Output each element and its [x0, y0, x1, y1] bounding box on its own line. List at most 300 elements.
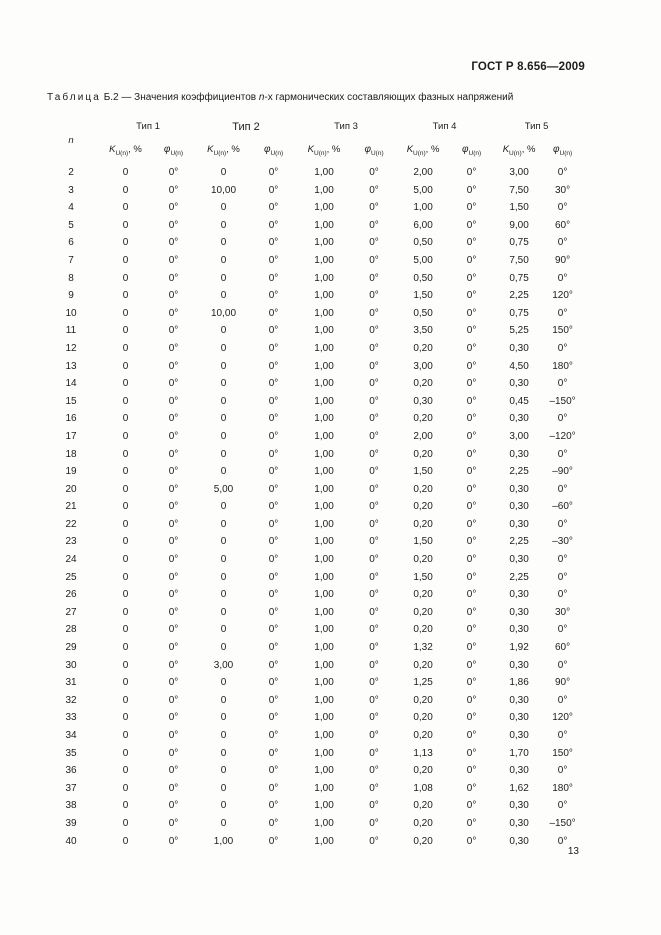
- type1-k-cell: 0: [122, 536, 129, 548]
- table-row: [42, 322, 580, 340]
- type2-k-cell: 0: [220, 677, 227, 689]
- type5-phi-cell: 0°: [557, 765, 568, 777]
- type3-phi-cell: 0°: [369, 518, 379, 530]
- type4-phi-cell: 0°: [466, 624, 477, 636]
- type3-k-cell: 1,00: [314, 448, 334, 460]
- type4-phi-cell: 0°: [466, 800, 477, 812]
- type5-k-cell: 0,30: [509, 483, 529, 495]
- type4-phi-cell: 0°: [466, 536, 477, 548]
- type2-phi-cell: 0°: [268, 606, 279, 618]
- type-1-header: Тип 1: [136, 121, 160, 132]
- type2-phi-cell: 0°: [268, 307, 279, 319]
- type3-k-cell: 1,00: [314, 765, 334, 777]
- type5-phi-cell: 0°: [557, 624, 568, 636]
- type2-phi-cell: 0°: [268, 254, 279, 266]
- k-coefficient-header: [196, 136, 251, 164]
- type3-k-cell: 1,00: [314, 712, 334, 724]
- type2-k-cell: 0: [220, 448, 227, 460]
- harmonic-number-cell: 6: [68, 237, 74, 249]
- type4-k-cell: 0,20: [413, 712, 433, 724]
- type2-k-cell: 0: [220, 342, 227, 354]
- type3-phi-cell: 0°: [369, 167, 379, 178]
- type1-k-cell: 0: [122, 202, 129, 214]
- type3-k-cell: 1,00: [314, 413, 334, 425]
- type5-phi-cell: 0°: [557, 694, 568, 706]
- type2-k-cell: 0: [220, 571, 227, 583]
- type4-k-cell: 0,20: [413, 378, 433, 390]
- type5-phi-cell: –120°: [549, 430, 576, 442]
- type2-k-cell: 3,00: [213, 659, 234, 671]
- type3-k-cell: 1,00: [314, 237, 334, 249]
- harmonic-number-cell: 16: [65, 413, 77, 425]
- type5-k-cell: 0,30: [509, 765, 529, 777]
- type4-k-cell: 0,20: [413, 624, 433, 636]
- type5-k-cell: 0,30: [509, 694, 529, 706]
- harmonic-number-cell: 22: [65, 518, 77, 530]
- type5-phi-cell: 0°: [557, 800, 568, 812]
- table-row: [42, 745, 580, 763]
- type2-k-cell: 0: [220, 167, 227, 178]
- harmonic-number-cell: 11: [65, 325, 77, 337]
- type4-phi-cell: 0°: [466, 712, 477, 724]
- type2-phi-cell: 0°: [268, 325, 279, 337]
- type1-k-cell: 0: [122, 448, 129, 460]
- harmonic-number-cell: 34: [65, 730, 77, 741]
- table-row: [42, 446, 580, 464]
- table-row: [42, 252, 580, 270]
- harmonic-number-cell: 27: [65, 606, 77, 618]
- type1-k-cell: 0: [122, 747, 129, 759]
- type3-phi-cell: 0°: [369, 730, 379, 741]
- type2-k-cell: 5,00: [213, 483, 234, 495]
- type5-k-cell: 3,00: [509, 430, 529, 442]
- harmonic-number-cell: 3: [68, 184, 74, 196]
- type3-phi-cell: 0°: [369, 677, 379, 689]
- type4-k-cell: 0,20: [413, 501, 433, 513]
- type1-k-cell: 0: [122, 589, 129, 601]
- type3-phi-cell: 0°: [369, 395, 379, 407]
- type1-phi-cell: 0°: [168, 501, 179, 513]
- table-row: [42, 270, 580, 288]
- type2-k-cell: 0: [220, 501, 227, 513]
- type3-phi-cell: 0°: [369, 589, 379, 601]
- type5-k-cell: 0,30: [509, 448, 529, 460]
- type4-k-cell: 0,50: [413, 237, 433, 249]
- type3-k-cell: 1,00: [314, 817, 334, 829]
- type1-phi-cell: 0°: [168, 677, 179, 689]
- type3-k-cell: 1,00: [314, 202, 334, 214]
- type2-phi-cell: 0°: [268, 378, 279, 390]
- type1-k-cell: 0: [122, 782, 129, 794]
- type-2-header: Тип 2: [232, 120, 260, 133]
- type2-phi-cell: 0°: [268, 501, 279, 513]
- type4-k-cell: 2,00: [413, 430, 433, 442]
- type4-phi-cell: 0°: [466, 202, 477, 214]
- type3-phi-cell: 0°: [369, 554, 379, 566]
- type3-k-cell: 1,00: [314, 430, 334, 442]
- type1-k-cell: 0: [122, 483, 129, 495]
- phase-angle-header: [352, 136, 396, 164]
- type5-k-cell: 5,25: [509, 325, 529, 337]
- table-row: [42, 340, 580, 358]
- phi-subscript: U(n): [370, 149, 384, 157]
- type2-phi-cell: 0°: [268, 342, 279, 354]
- type3-phi-cell: 0°: [369, 466, 379, 478]
- type3-k-cell: 1,00: [314, 606, 334, 618]
- type2-phi-cell: 0°: [268, 237, 279, 249]
- type1-phi-cell: 0°: [168, 817, 179, 829]
- type3-k-cell: 1,00: [314, 694, 334, 706]
- type5-phi-cell: 60°: [555, 219, 571, 231]
- type3-phi-cell: 0°: [369, 501, 379, 513]
- type5-phi-cell: 0°: [557, 518, 568, 530]
- type5-k-cell: 0,75: [509, 272, 529, 284]
- harmonic-number-cell: 17: [65, 430, 77, 442]
- type1-phi-cell: 0°: [168, 378, 179, 390]
- type5-k-cell: 0,30: [509, 518, 529, 530]
- type4-k-cell: 1,50: [413, 571, 433, 583]
- type1-k-cell: 0: [122, 290, 129, 302]
- type5-k-cell: 0,30: [509, 835, 529, 847]
- type1-k-cell: 0: [122, 395, 129, 407]
- type3-phi-cell: 0°: [369, 413, 379, 425]
- type3-phi-cell: 0°: [369, 571, 379, 583]
- harmonic-number-cell: 35: [65, 747, 77, 759]
- type4-k-cell: 1,00: [413, 202, 433, 214]
- type5-k-cell: 0,30: [509, 554, 529, 566]
- k-symbol: K: [406, 143, 414, 155]
- k-subscript: U(n): [213, 149, 227, 157]
- table-row: [42, 657, 580, 675]
- type1-phi-cell: 0°: [168, 307, 179, 319]
- table-row: [42, 428, 580, 446]
- type4-phi-cell: 0°: [466, 554, 477, 566]
- type1-phi-cell: 0°: [168, 167, 179, 178]
- type1-k-cell: 0: [122, 466, 129, 478]
- table-row: [42, 569, 580, 587]
- phi-subscript: U(n): [270, 149, 284, 157]
- type4-k-cell: 0,20: [413, 342, 433, 354]
- type4-phi-cell: 0°: [466, 237, 477, 249]
- type4-phi-cell: 0°: [466, 430, 477, 442]
- type5-phi-cell: 0°: [557, 202, 568, 214]
- type4-phi-cell: 0°: [466, 167, 477, 178]
- type4-phi-cell: 0°: [466, 413, 477, 425]
- type3-k-cell: 1,00: [314, 730, 334, 741]
- table-row: [42, 586, 580, 604]
- type4-phi-cell: 0°: [466, 571, 477, 583]
- type1-k-cell: 0: [122, 254, 129, 266]
- harmonic-number-cell: 40: [65, 835, 77, 847]
- type3-k-cell: 1,00: [314, 624, 334, 636]
- type4-phi-cell: 0°: [466, 483, 477, 495]
- type3-phi-cell: 0°: [369, 254, 379, 266]
- type3-phi-cell: 0°: [369, 536, 379, 548]
- type4-k-cell: 0,20: [413, 589, 433, 601]
- type3-phi-cell: 0°: [369, 817, 379, 829]
- type1-k-cell: 0: [122, 219, 129, 231]
- type4-phi-cell: 0°: [466, 835, 477, 847]
- type5-phi-cell: 0°: [557, 378, 568, 390]
- type2-k-cell: 0: [220, 430, 227, 442]
- type4-phi-cell: 0°: [466, 782, 477, 794]
- type4-k-cell: 1,32: [413, 642, 433, 654]
- type5-phi-cell: 0°: [557, 730, 568, 741]
- type5-k-cell: 0,30: [509, 413, 529, 425]
- table-row: [42, 199, 580, 217]
- type1-phi-cell: 0°: [168, 237, 179, 249]
- type2-phi-cell: 0°: [268, 642, 279, 654]
- type5-k-cell: 0,75: [509, 237, 529, 249]
- type2-k-cell: 0: [220, 395, 227, 407]
- type4-k-cell: 5,00: [413, 184, 433, 196]
- type2-phi-cell: 0°: [268, 712, 279, 724]
- type3-phi-cell: 0°: [369, 325, 379, 337]
- type5-k-cell: 0,75: [509, 307, 529, 319]
- type4-phi-cell: 0°: [466, 184, 477, 196]
- type5-k-cell: 3,00: [509, 167, 529, 178]
- table-row: [42, 604, 580, 622]
- harmonic-number-cell: 29: [65, 642, 77, 654]
- table-row: [42, 463, 580, 481]
- type3-k-cell: 1,00: [314, 342, 334, 354]
- type3-k-cell: 1,00: [314, 782, 334, 794]
- type4-phi-cell: 0°: [466, 466, 477, 478]
- type1-phi-cell: 0°: [168, 254, 179, 266]
- type4-phi-cell: 0°: [466, 677, 477, 689]
- type5-k-cell: 9,00: [509, 219, 529, 231]
- type4-phi-cell: 0°: [466, 448, 477, 460]
- type5-phi-cell: 60°: [555, 642, 571, 654]
- table-row: [42, 305, 580, 323]
- type2-k-cell: 10,00: [211, 184, 237, 196]
- table-row: [42, 709, 580, 727]
- type5-phi-cell: 180°: [552, 782, 573, 794]
- caption-number: Б.2: [103, 92, 119, 103]
- k-unit: , %: [226, 143, 240, 155]
- parameter-header-row: [42, 136, 580, 164]
- table-row: [42, 833, 580, 851]
- type2-k-cell: 0: [220, 219, 227, 231]
- type4-phi-cell: 0°: [466, 219, 477, 231]
- type2-phi-cell: 0°: [268, 395, 279, 407]
- type5-phi-cell: 0°: [557, 307, 568, 319]
- type3-k-cell: 1,00: [314, 677, 334, 689]
- type2-k-cell: 1,00: [213, 835, 234, 847]
- type5-phi-cell: –150°: [549, 817, 576, 829]
- type5-k-cell: 0,30: [509, 501, 529, 513]
- type3-k-cell: 1,00: [314, 501, 334, 513]
- type5-phi-cell: 0°: [557, 589, 568, 601]
- type5-k-cell: 0,30: [509, 730, 529, 741]
- type1-k-cell: 0: [122, 378, 129, 390]
- type4-phi-cell: 0°: [466, 395, 477, 407]
- type5-k-cell: 4,50: [509, 360, 529, 372]
- harmonic-number-cell: 4: [68, 202, 74, 214]
- type5-phi-cell: –90°: [552, 466, 573, 478]
- type2-phi-cell: 0°: [268, 466, 279, 478]
- type4-phi-cell: 0°: [466, 659, 477, 671]
- caption-text-a: Значения коэффициентов: [134, 92, 259, 103]
- type1-phi-cell: 0°: [168, 430, 179, 442]
- type2-k-cell: 0: [220, 518, 227, 530]
- type2-k-cell: 0: [220, 765, 227, 777]
- type4-k-cell: 0,20: [413, 730, 433, 741]
- type2-k-cell: 0: [220, 817, 227, 829]
- type3-k-cell: 1,00: [314, 378, 334, 390]
- harmonic-number-cell: 26: [65, 589, 77, 601]
- type2-k-cell: 0: [220, 202, 227, 214]
- harmonic-number-cell: 32: [65, 694, 77, 706]
- type5-phi-cell: –60°: [552, 501, 573, 513]
- type1-k-cell: 0: [122, 694, 129, 706]
- type3-k-cell: 1,00: [314, 325, 334, 337]
- type4-k-cell: 0,20: [413, 448, 433, 460]
- harmonic-number-cell: 39: [65, 817, 77, 829]
- type2-phi-cell: 0°: [268, 272, 279, 284]
- type1-phi-cell: 0°: [168, 360, 179, 372]
- type1-phi-cell: 0°: [168, 624, 179, 636]
- type3-phi-cell: 0°: [369, 360, 379, 372]
- type5-k-cell: 1,92: [509, 642, 529, 654]
- type4-phi-cell: 0°: [466, 325, 477, 337]
- type4-phi-cell: 0°: [466, 747, 477, 759]
- type2-k-cell: 0: [220, 712, 227, 724]
- table-row: [42, 780, 580, 798]
- harmonic-number-cell: 24: [65, 554, 77, 566]
- type4-phi-cell: 0°: [466, 694, 477, 706]
- caption-text-n: n: [258, 92, 265, 103]
- type3-phi-cell: 0°: [369, 624, 379, 636]
- type2-phi-cell: 0°: [268, 554, 279, 566]
- k-subscript: U(n): [314, 149, 327, 157]
- type1-phi-cell: 0°: [168, 184, 179, 196]
- type5-k-cell: 0,45: [509, 395, 529, 407]
- type1-k-cell: 0: [122, 167, 129, 178]
- type1-k-cell: 0: [122, 272, 129, 284]
- type1-k-cell: 0: [122, 342, 129, 354]
- type5-phi-cell: –150°: [549, 395, 576, 407]
- phase-angle-header: [151, 136, 196, 164]
- type1-k-cell: 0: [122, 413, 129, 425]
- harmonic-number-cell: 18: [65, 448, 77, 460]
- type2-k-cell: 0: [220, 694, 227, 706]
- harmonic-number-cell: 7: [68, 254, 74, 266]
- type1-phi-cell: 0°: [168, 395, 179, 407]
- harmonic-number-header: n: [68, 135, 74, 146]
- type3-k-cell: 1,00: [314, 184, 334, 196]
- phase-angle-header: [251, 136, 296, 164]
- type3-k-cell: 1,00: [314, 554, 334, 566]
- phi-symbol: φ: [461, 143, 469, 155]
- type1-phi-cell: 0°: [168, 800, 179, 812]
- type1-phi-cell: 0°: [168, 835, 179, 847]
- type2-phi-cell: 0°: [268, 747, 279, 759]
- table-row: [42, 358, 580, 376]
- type3-k-cell: 1,00: [314, 800, 334, 812]
- type3-k-cell: 1,00: [314, 290, 334, 302]
- phi-subscript: U(n): [559, 149, 573, 157]
- type2-k-cell: 0: [220, 378, 227, 390]
- type1-k-cell: 0: [122, 554, 129, 566]
- type1-k-cell: 0: [122, 642, 129, 654]
- type2-phi-cell: 0°: [268, 571, 279, 583]
- type4-phi-cell: 0°: [466, 254, 477, 266]
- type4-phi-cell: 0°: [466, 606, 477, 618]
- type3-k-cell: 1,00: [314, 272, 334, 284]
- type1-k-cell: 0: [122, 325, 129, 337]
- document-code: ГОСТ Р 8.656—2009: [471, 61, 585, 73]
- k-unit: , %: [128, 143, 142, 155]
- type2-phi-cell: 0°: [268, 536, 279, 548]
- type4-phi-cell: 0°: [466, 817, 477, 829]
- type4-phi-cell: 0°: [466, 378, 477, 390]
- type2-k-cell: 0: [220, 536, 227, 548]
- type3-k-cell: 1,00: [314, 659, 334, 671]
- table-row: [42, 234, 580, 252]
- type3-phi-cell: 0°: [369, 448, 379, 460]
- page-number: 13: [567, 846, 579, 857]
- harmonic-number-cell: 25: [65, 571, 77, 583]
- type3-phi-cell: 0°: [369, 483, 379, 495]
- phi-subscript: U(n): [468, 149, 482, 157]
- type1-phi-cell: 0°: [168, 730, 179, 741]
- harmonic-number-cell: 9: [68, 290, 74, 302]
- type3-k-cell: 1,00: [314, 307, 334, 319]
- type5-k-cell: 0,30: [509, 378, 529, 390]
- harmonic-number-cell: 30: [65, 659, 77, 671]
- type4-k-cell: 2,00: [413, 167, 433, 178]
- type2-k-cell: 0: [220, 466, 227, 478]
- type4-k-cell: 3,50: [413, 325, 433, 337]
- table-row: [42, 674, 580, 692]
- harmonic-number-cell: 36: [65, 765, 77, 777]
- table-row: [42, 217, 580, 235]
- type3-k-cell: 1,00: [314, 642, 334, 654]
- type3-phi-cell: 0°: [369, 747, 379, 759]
- type-4-header: Тип 4: [432, 121, 457, 132]
- type1-k-cell: 0: [122, 501, 129, 513]
- type1-phi-cell: 0°: [168, 765, 179, 777]
- type5-k-cell: 1,62: [509, 782, 529, 794]
- table-row: [42, 692, 580, 710]
- harmonic-number-cell: 10: [65, 307, 77, 319]
- type1-phi-cell: 0°: [168, 571, 179, 583]
- type4-k-cell: 1,25: [413, 677, 433, 689]
- type2-phi-cell: 0°: [268, 765, 279, 777]
- type5-phi-cell: 150°: [552, 747, 573, 759]
- harmonic-number-cell: 15: [65, 395, 77, 407]
- type3-phi-cell: 0°: [369, 694, 379, 706]
- type1-phi-cell: 0°: [168, 290, 179, 302]
- type5-k-cell: 0,30: [509, 800, 529, 812]
- type2-k-cell: 0: [220, 554, 227, 566]
- type5-k-cell: 0,30: [509, 606, 529, 618]
- type1-phi-cell: 0°: [168, 712, 179, 724]
- type4-k-cell: 3,00: [413, 360, 433, 372]
- type4-phi-cell: 0°: [466, 501, 477, 513]
- type-header-row: [42, 117, 580, 136]
- type2-k-cell: 0: [220, 589, 227, 601]
- caption-text-b: -х гармонических составляющих фазных напряжений: [264, 92, 514, 103]
- type1-phi-cell: 0°: [168, 589, 179, 601]
- type4-phi-cell: 0°: [466, 642, 477, 654]
- harmonic-number-cell: 37: [65, 782, 77, 794]
- phi-symbol: φ: [163, 143, 171, 155]
- type1-phi-cell: 0°: [168, 342, 179, 354]
- type5-phi-cell: 90°: [555, 677, 571, 689]
- harmonic-number-cell: 19: [65, 466, 77, 478]
